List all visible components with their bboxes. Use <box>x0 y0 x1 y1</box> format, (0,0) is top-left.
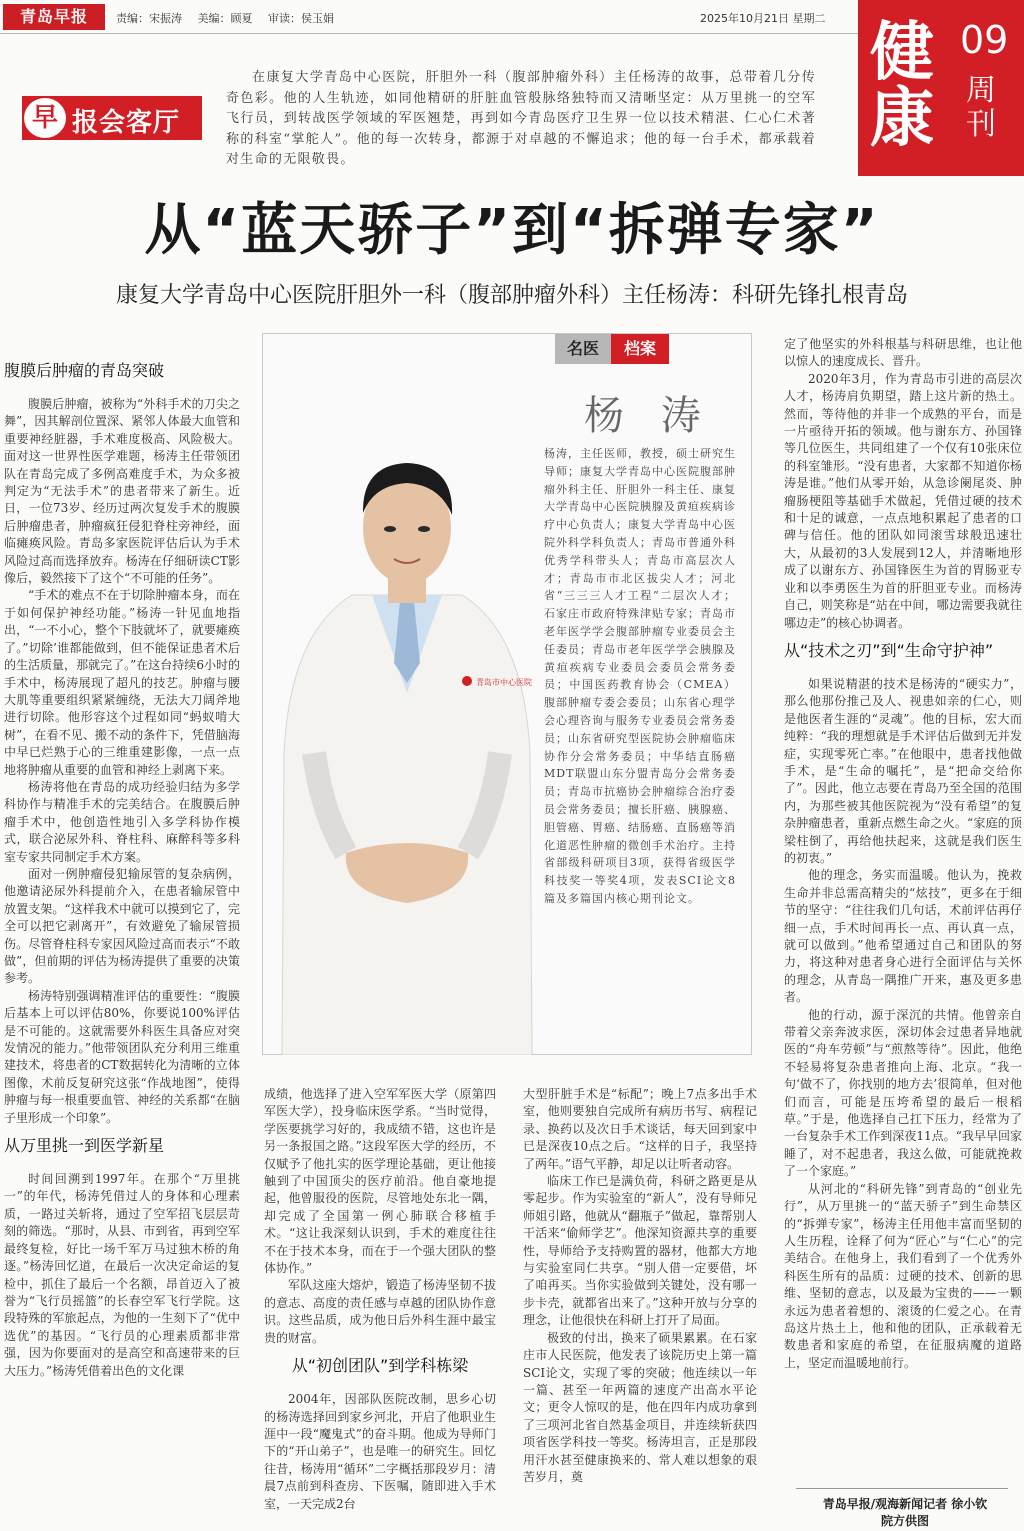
doctor-portrait <box>262 333 552 1055</box>
article-column-1 <box>4 352 240 1380</box>
paragraph: 成绩，他选择了进入空军军医大学（原第四军医大学），投身临床医学系。“当时觉得，学医要挑学习好的，我成绩不错，这也许是另一条报国之路。”这段军医大学的经历，不仅赋予了他扎实的医学理论基础，更让他接触到了中国顶尖的医疗前沿。他自豪地提起，他曾服役的医院，尽管地处东北一隅，却完成了全国第一例心肺联合移植手术。“这让我深刻认识到，手术的难度往往不在于技术本身，而在于一个强大团队的整体协作。” <box>264 1087 496 1276</box>
paragraph: “手术的难点不在于切除肿瘤本身，而在于如何保护神经功能。”杨涛一针见血地指出，“一不小心，整个下肢就坏了，就要瘫痪了。”切除’谁都能做到，但不能保证患者术后的生活质量，那就完了。”在这台持续6小时的手术中，杨涛展现了超凡的技艺。肿瘤与腰大肌等重要组织紧紧缠绕，无法大刀阔斧地进行切除。他形容这个过程如同“蚂蚁啃大树”，在看不见、搬不动的条件下，凭借脑海中早已烂熟于心的三维重建影像，一点一点地将肿瘤从重要的血管和神经上剥离下来。 <box>4 588 240 777</box>
health-weekly-badge <box>858 0 1024 176</box>
paragraph: 如果说精湛的技术是杨涛的“硬实力”，那么他那份推己及人、视患如亲的仁心，则是他医者生涯的“灵魂”。他的目标，宏大而纯粹：“我的理想就是手术评估后做到无并发症，实现零死亡率。”在他眼中，患者找他做手术，是“生命的嘱托”，是“把命交给你了”。因此，他立志要在青岛乃至全国的范围内，为那些被其他医院视为“没有希望”的复杂肿瘤患者，重新点燃生命之火。“家庭的顶梁柱倒了，再给他扶起来，这就是我们医生的初衷。” <box>784 676 1022 865</box>
paragraph: 大型肝脏手术是“标配”；晚上7点多出手术室，他则要独自完成所有病历书写、病程记录、换药以及次日手术谈话，每天回到家中已是深夜10点之后。“这样的日子，我坚持了两年。”语气平静，却足以让听者动容。 <box>523 1087 757 1171</box>
paragraph: 腹膜后肿瘤，被称为“外科手术的刀尖之舞”，因其解剖位置深、紧邻人体最大血管和重要神经脏器，手术难度极高、风险极大。面对这一世界性医学难题，杨涛主任带领团队在青岛完成了多例高难度手术，为众多被判定为“无法手术”的患者带来了新生。近日，一位73岁、经历过两次复发手术的腹膜后肿瘤患者，肿瘤疯狂侵犯脊柱旁神经，面临瘫痪风险。青岛多家医院评估后认为手术风险过高而选择放弃。杨涛在仔细研读CT影像后，毅然接下了这个“不可能的任务”。 <box>4 397 240 586</box>
paragraph: 从河北的“科研先锋”到青岛的“创业先行”，从万里挑一的“蓝天骄子”到生命禁区的“拆弹专家”，杨涛主任用他丰富而坚韧的人生历程，诠释了何为“匠心”与“仁心”的完美结合。在他身上，我们看到了一个优秀外科医生所有的品质：过硬的技术、创新的思维、坚韧的意志，以及最为宝贵的——一颗永远为患者着想的、滚烫的仁爱之心。在青岛这片热土上，他和他的团队，正承载着无数患者和家庭的希望，在征服病魔的道路上，坚定而温暖地前行。 <box>784 1181 1022 1370</box>
column-mark-icon: 早 <box>24 98 66 138</box>
paragraph: 杨涛特别强调精准评估的重要性：“腹膜后基本上可以评估80%，你要说100%评估是不可能的。这就需要外科医生具备应对突发情况的能力。”他带领团队充分利用三维重建技术，将患者的CT数据转化为清晰的立体图像，术前反复研究这张“作战地图”，使得肿瘤与每一根重要血管、神经的关系都“在脑子里形成一个印象”。 <box>4 988 240 1125</box>
article-intro: 在康复大学青岛中心医院，肝胆外一科（腹部肿瘤外科）主任杨涛的故事，总带着几分传奇色彩。他的人生轨迹，如同他精研的肝脏血管般脉络独特而又清晰坚定：从万里挑一的空军飞行员，到转战医学领域的军医翘楚，再到如今青岛医疗卫生界一位以技术精湛、仁心仁术著称的科室“掌舵人”。他的每一次转身，都源于对卓越的不懈追求；他的每一台手术，都承载着对生命的无限敬畏。 <box>226 70 816 167</box>
section-heading: 从“技术之刃”到“生命守护神” <box>784 640 994 660</box>
eye-left <box>384 526 396 532</box>
coat-embroidery: 青岛市中心医院 <box>476 678 532 687</box>
eye-right <box>418 526 430 532</box>
doctor-bio: 杨涛，主任医师，教授，硕士研究生导师；康复大学青岛中心医院腹部肿瘤外科主任、肝胆外一科主任、康复大学青岛中心医院胰腺及黄疸疾病诊疗中心负责人；康复大学青岛中心医院外科学科负责人；青岛市普通外科优秀学科带头人；青岛市高层次人才；青岛市市北区拔尖人才；河北省“三三三人才工程”二层次人才；石家庄市政府特殊津贴专家；青岛市老年医学学会腹部肿瘤专业委员会主任委员；青岛市老年医学学会胰腺及黄疸疾病专业委员会委员会常务委员；中国医药教育协会（CMEA）腹部肿瘤专委会委员；山东省心理学会心理咨询与服务专业委员会常务委员；山东省研究型医院协会肿瘤临床协作分会常务委员；中华结直肠癌MDT联盟山东分盟青岛分会常务委员；青岛市抗癌协会肿瘤综合治疗委员会常务委员；擅长肝癌、胰腺癌、胆管癌、胃癌、结肠癌、直肠癌等消化道恶性肿瘤的微创手术治疗。主持省部级科研项目3项，获得省级医学科技奖一等奖4项，发表SCI论文8篇及多篇国内核心期刊论文。 <box>544 447 736 905</box>
headline: 从“蓝天骄子”到“拆弹专家” <box>144 198 880 263</box>
column-tag <box>22 96 202 140</box>
paragraph: 他的行动，源于深沉的共情。他曾亲自带着父亲奔波求医，深切体会过患者异地就医的“舟车劳顿”与“煎熬等待”。因此，他绝不轻易将复杂患者推向上海、北京。“我一句‘做不了，你找别的地方去’很简单，但对他们而言，可能是压垮希望的最后一根稻草。”于是，他选择自己扛下压力，经常为了一台复杂手术工作到深夜11点。“我早早回家睡了，对不起患者，我这么做，可能就挽救了一个家庭。” <box>784 1007 1022 1179</box>
column-tag-label: 报会客厅 <box>72 108 181 138</box>
paragraph: 定了他坚实的外科根基与科研思维，也让他以惊人的速度成长、晋升。 <box>784 337 1022 369</box>
paragraph: 时间回溯到1997年。在那个“万里挑一”的年代，杨涛凭借过人的身体和心理素质，一路过关斩将，通过了空军招飞层层苛刻的筛选。“那时，从县、市到省，再到空军最终复检，好比一场千军万马过独木桥的角逐。”杨涛回忆道，在最后一次决定命运的复检中，抓住了最后一个名额，昂首迈入了被誉为“飞行员摇篮”的长春空军飞行学院。这段特殊的军旅起点，为他的一生刻下了“优中选优”的基因。“飞行员的心理素质都非常强，因为你要面对的是高空和高速带来的巨大压力。”杨涛凭借着出色的文化课 <box>4 1172 240 1378</box>
paragraph: 他的理念，务实而温暖。他认为，挽救生命并非总需高精尖的“炫技”，更多在于细节的坚守：“往往我们几句话，术前评估再仔细一点，手术时间再长一点、再认真一点，就可以做到。”他希望通过自己和团队的努力，将这种对患者身心进行全面评估与关怀的理念，从青岛一隅推广开来，惠及更多患者。 <box>784 868 1022 1005</box>
article-column-4 <box>784 336 1022 1372</box>
credit-editor: 责编：宋振涛 <box>116 12 182 25</box>
paragraph: 杨涛将他在青岛的成功经验归结为多学科协作与精准手术的完美结合。在腹膜后肿瘤手术中，他创造性地引入多学科协作模式，联合泌尿外科、脊柱科、麻醉科等多科室专家共同制定手术方案。 <box>4 779 240 864</box>
hospital-emblem-icon <box>462 676 472 686</box>
subheadline: 康复大学青岛中心医院肝胆外一科（腹部肿瘤外科）主任杨涛：科研先锋扎根青岛 <box>115 283 908 308</box>
byline-photo-credit: 院方供图 <box>880 1514 929 1528</box>
paragraph: 军队这座大熔炉，锻造了杨涛坚韧不拔的意志、高度的责任感与卓越的团队协作意识。这些品质，成为他日后外科生涯中最宝贵的财富。 <box>264 1278 496 1345</box>
issue-date: 2025年10月21日 星期二 <box>700 12 826 25</box>
section-heading: 从“初创团队”到学科栋梁 <box>291 1356 469 1376</box>
section-heading: 从万里挑一到医学新星 <box>4 1136 165 1156</box>
article-column-3 <box>523 1086 757 1486</box>
byline-reporter: 青岛早报/观海新闻记者 徐小钦 <box>822 1497 988 1511</box>
section-heading: 腹膜后肿瘤的青岛突破 <box>4 361 165 380</box>
newspaper-logo[interactable]: 青岛早报 <box>3 4 105 30</box>
profile-tag-file: 档案 <box>611 334 669 364</box>
paragraph: 极致的付出，换来了硕果累累。在石家庄市人民医院，他发表了该院历史上第一篇SCI论文，实现了零的突破；他连续以一年一篇、甚至一年两篇的速度产出高水平论文；更令人惊叹的是，他在四年内成功拿到了三项河北省自然基金项目，并连续斩获四项省医学科技一等奖。杨涛坦言，正是那段用汗水甚至健康换来的、常人难以想象的艰苦岁月，奠 <box>523 1330 757 1484</box>
doctor-name: 杨 涛 <box>584 393 713 439</box>
paragraph: 2004年，因部队医院改制，思乡心切的杨涛选择回到家乡河北，开启了他职业生涯中一段“魔鬼式”的奋斗期。他成为导师门下的“开山弟子”，也是唯一的研究生。回忆往昔，杨涛用“循环”二字概括那段岁月：清晨7点前到科查房、下医嘱，随即进入手术室，一天完成2台 <box>264 1392 496 1511</box>
editor-credits <box>116 10 346 26</box>
page-number: 09 <box>960 18 1009 62</box>
profile-tag-famous: 名医 <box>555 334 611 364</box>
paragraph: 2020年3月，作为青岛市引进的高层次人才，杨涛肩负期望，踏上这片新的热土。然而，等待他的并非一个成熟的平台，而是一片亟待开拓的领域。他与谢东方、孙国锋等几位医生，共同组建了一个仅有10张床位的科室雏形。“没有患者，大家都不知道你杨涛是谁。”他们从零开始，从急诊阑尾炎、肿瘤肠梗阻等基础手术做起，凭借过硬的技术和十足的诚意，一点点地积累起了患者的口碑与信任。他的团队如同滚雪球般迅速壮大，从最初的3人发展到12人，并清晰地形成了以谢东方、孙国锋医生为首的胃肠亚专业和以李勇医生为首的肝胆亚专业。而杨涛自己，则笑称是“站在中间，哪边需要我就往哪边走”的核心协调者。 <box>784 371 1022 630</box>
paragraph: 面对一例肿瘤侵犯输尿管的复杂病例，他邀请泌尿外科提前介入，在患者输尿管中放置支架。“这样我术中就可以摸到它了，完全可以把它剥离开”，有效避免了输尿管损伤。尽管脊柱科专家因风险过高而表示“不敢做”，但前期的评估为杨涛提供了重要的决策参考。 <box>4 866 240 986</box>
article-column-2 <box>264 1086 496 1513</box>
credit-designer: 美编：顾夏 <box>197 12 253 25</box>
credit-proofreader: 审读：侯玉娟 <box>268 12 334 25</box>
byline <box>790 1496 1020 1530</box>
masthead <box>0 0 858 34</box>
byline-rule <box>796 1488 1008 1489</box>
paragraph: 临床工作已是满负荷，科研之路更是从零起步。作为实验室的“新人”，没有导师兄师姐引路，他就从“翻瓶子”做起，靠帮别人干活来“偷师学艺”。他深知资源共享的重要性，导师给予支持购置的器材，他都大方地与实验室同仁共享。“别人借一定要借，坏了咱再买。当你实验做到关键处，没有哪一步卡壳，就都省出来了。”这种开放与分享的理念，让他很快在科研上打开了局面。 <box>523 1174 757 1328</box>
badge-title: 健康 <box>870 16 934 156</box>
badge-subtitle: 周刊 <box>966 73 996 142</box>
